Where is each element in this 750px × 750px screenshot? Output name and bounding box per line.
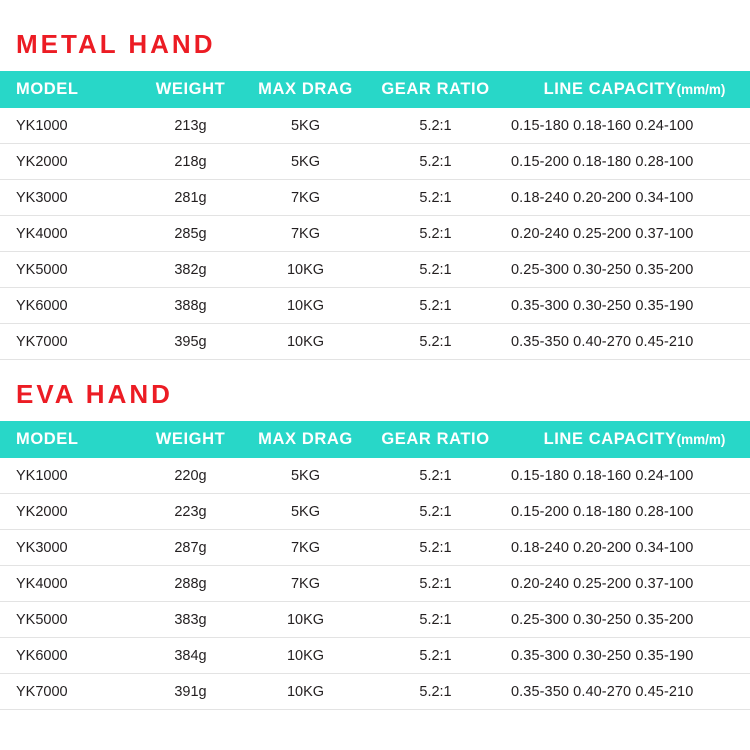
table-header-metal-hand [0,71,750,108]
column-header-max-drag: MAX DRAG [243,71,368,108]
cell-weight: 213g [138,108,243,144]
cell-gear-ratio: 5.2:1 [368,638,503,674]
cell-max-drag: 10KG [243,324,368,360]
cell-model: YK7000 [0,674,138,710]
cell-max-drag: 10KG [243,288,368,324]
table-row [0,638,750,674]
cell-max-drag: 5KG [243,458,368,494]
column-header-line-capacity-unit: (mm/m) [676,82,726,97]
column-header-line-capacity [503,421,750,458]
cell-line-capacity: 0.15-180 0.18-160 0.24-100 [503,108,750,144]
table-row [0,530,750,566]
column-header-weight: WEIGHT [138,421,243,458]
cell-gear-ratio: 5.2:1 [368,144,503,180]
table-row [0,252,750,288]
table-row [0,216,750,252]
cell-max-drag: 7KG [243,216,368,252]
spec-table-metal-hand [0,71,750,360]
cell-max-drag: 5KG [243,144,368,180]
column-header-model: MODEL [0,71,138,108]
cell-weight: 288g [138,566,243,602]
cell-model: YK4000 [0,216,138,252]
column-header-max-drag: MAX DRAG [243,421,368,458]
cell-model: YK3000 [0,180,138,216]
cell-line-capacity: 0.20-240 0.25-200 0.37-100 [503,216,750,252]
spec-table-eva-hand [0,421,750,710]
cell-max-drag: 10KG [243,252,368,288]
table-row [0,324,750,360]
cell-weight: 281g [138,180,243,216]
cell-gear-ratio: 5.2:1 [368,108,503,144]
cell-model: YK5000 [0,252,138,288]
column-header-line-capacity-label: LINE CAPACITY [543,80,677,98]
table-row [0,180,750,216]
cell-line-capacity: 0.20-240 0.25-200 0.37-100 [503,566,750,602]
cell-gear-ratio: 5.2:1 [368,180,503,216]
section-metal-hand [0,0,750,360]
cell-max-drag: 5KG [243,108,368,144]
cell-line-capacity: 0.25-300 0.30-250 0.35-200 [503,602,750,638]
cell-gear-ratio: 5.2:1 [368,458,503,494]
table-row [0,494,750,530]
cell-line-capacity: 0.18-240 0.20-200 0.34-100 [503,530,750,566]
table-body-metal-hand [0,108,750,360]
table-row [0,674,750,710]
cell-model: YK6000 [0,288,138,324]
table-row [0,144,750,180]
table-row [0,458,750,494]
cell-weight: 383g [138,602,243,638]
table-row [0,566,750,602]
cell-max-drag: 7KG [243,566,368,602]
cell-gear-ratio: 5.2:1 [368,324,503,360]
cell-weight: 285g [138,216,243,252]
column-header-line-capacity-label: LINE CAPACITY [543,430,677,448]
cell-gear-ratio: 5.2:1 [368,530,503,566]
cell-model: YK5000 [0,602,138,638]
cell-model: YK6000 [0,638,138,674]
column-header-weight: WEIGHT [138,71,243,108]
cell-max-drag: 7KG [243,180,368,216]
cell-line-capacity: 0.35-350 0.40-270 0.45-210 [503,674,750,710]
cell-line-capacity: 0.35-300 0.30-250 0.35-190 [503,288,750,324]
section-title-metal-hand: METAL HAND [16,29,216,59]
cell-weight: 223g [138,494,243,530]
cell-gear-ratio: 5.2:1 [368,602,503,638]
table-row [0,108,750,144]
cell-gear-ratio: 5.2:1 [368,674,503,710]
cell-model: YK4000 [0,566,138,602]
cell-gear-ratio: 5.2:1 [368,288,503,324]
cell-line-capacity: 0.25-300 0.30-250 0.35-200 [503,252,750,288]
table-header-row [0,421,750,458]
cell-line-capacity: 0.15-200 0.18-180 0.28-100 [503,144,750,180]
table-header-eva-hand [0,421,750,458]
cell-model: YK3000 [0,530,138,566]
cell-model: YK2000 [0,494,138,530]
cell-line-capacity: 0.18-240 0.20-200 0.34-100 [503,180,750,216]
section-eva-hand [0,360,750,710]
column-header-gear-ratio: GEAR RATIO [368,421,503,458]
cell-line-capacity: 0.35-300 0.30-250 0.35-190 [503,638,750,674]
column-header-line-capacity-unit: (mm/m) [676,432,726,447]
cell-model: YK1000 [0,458,138,494]
cell-weight: 384g [138,638,243,674]
cell-line-capacity: 0.15-180 0.18-160 0.24-100 [503,458,750,494]
table-header-row [0,71,750,108]
cell-gear-ratio: 5.2:1 [368,494,503,530]
cell-weight: 388g [138,288,243,324]
cell-line-capacity: 0.35-350 0.40-270 0.45-210 [503,324,750,360]
cell-model: YK1000 [0,108,138,144]
cell-max-drag: 10KG [243,602,368,638]
cell-max-drag: 5KG [243,494,368,530]
table-body-eva-hand [0,458,750,710]
cell-weight: 382g [138,252,243,288]
cell-max-drag: 10KG [243,674,368,710]
cell-max-drag: 10KG [243,638,368,674]
cell-max-drag: 7KG [243,530,368,566]
cell-weight: 395g [138,324,243,360]
cell-weight: 218g [138,144,243,180]
table-row [0,288,750,324]
cell-model: YK2000 [0,144,138,180]
column-header-gear-ratio: GEAR RATIO [368,71,503,108]
cell-weight: 287g [138,530,243,566]
cell-gear-ratio: 5.2:1 [368,566,503,602]
cell-weight: 391g [138,674,243,710]
cell-line-capacity: 0.15-200 0.18-180 0.28-100 [503,494,750,530]
section-title-eva-hand: EVA HAND [16,379,173,409]
table-row [0,602,750,638]
column-header-line-capacity [503,71,750,108]
cell-gear-ratio: 5.2:1 [368,252,503,288]
cell-model: YK7000 [0,324,138,360]
cell-weight: 220g [138,458,243,494]
column-header-model: MODEL [0,421,138,458]
cell-gear-ratio: 5.2:1 [368,216,503,252]
